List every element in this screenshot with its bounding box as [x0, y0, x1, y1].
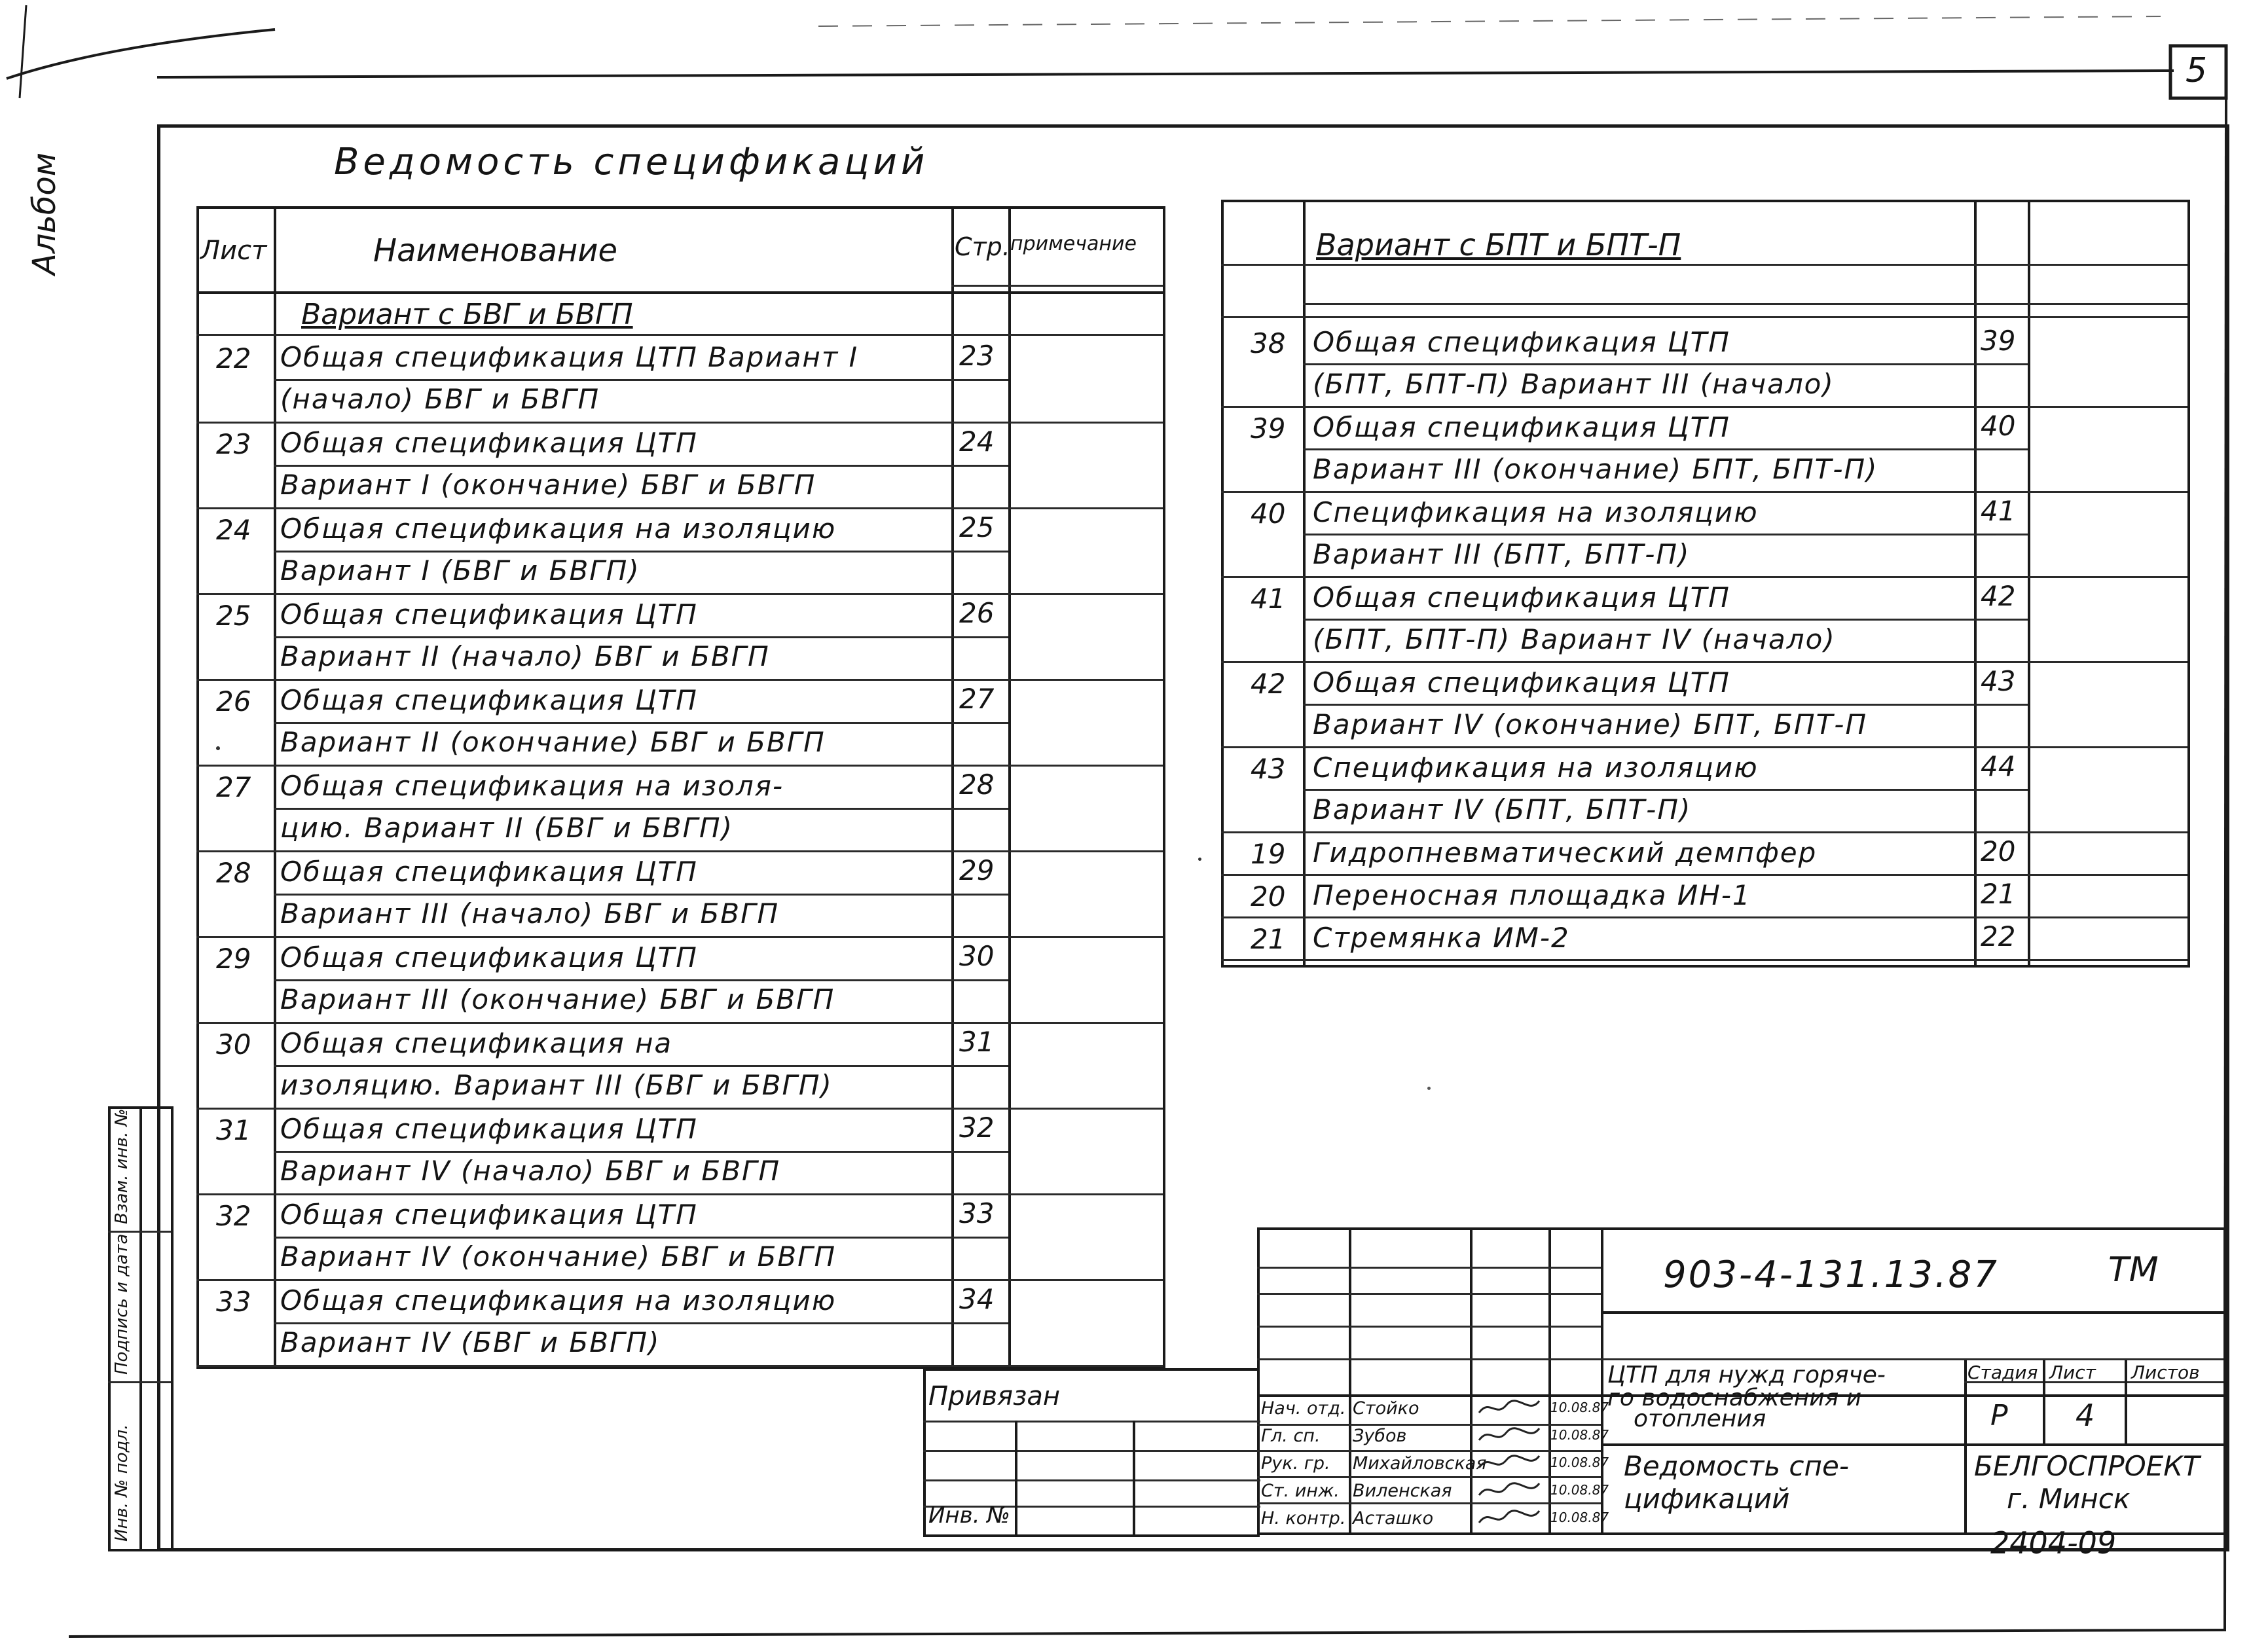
person-name: Михайловская — [1353, 1453, 1487, 1474]
row-name-line1: Общая спецификация на изоляцию — [280, 1284, 837, 1316]
row-name-line1: Спецификация на изоляцию — [1313, 496, 1759, 528]
row-name-line1: Общая спецификация на изоляцию — [280, 513, 837, 545]
row-sheet-number: 43 — [1251, 753, 1286, 785]
person-name: Виленская — [1353, 1481, 1452, 1501]
row-name-line1: Общая спецификация ЦТП — [280, 684, 698, 716]
side-stamp — [108, 1106, 174, 1551]
row-name-line2: Вариант IV (БВГ и БВГП) — [280, 1326, 661, 1358]
right-spec-table — [1221, 187, 2190, 979]
title-block — [1257, 1227, 2226, 1535]
row-name-line2: Вариант IV (окончание) БВГ и БВГП — [280, 1241, 837, 1273]
row-sheet-number: 21 — [1251, 923, 1286, 955]
row-sheet-number: 24 — [216, 514, 251, 546]
row-name-line2: (БПТ, БПТ-П) Вариант III (начало) — [1313, 368, 1835, 400]
section-title-bpt: Вариант с БПТ и БПТ-П — [1316, 227, 1681, 263]
row-sheet-number: 41 — [1251, 583, 1286, 615]
row-name-line2: Вариант III (окончание) БВГ и БВГП — [280, 983, 835, 1015]
row-sheet-number: 31 — [216, 1114, 251, 1146]
row-name-line2: (БПТ, БПТ-П) Вариант IV (начало) — [1313, 623, 1836, 655]
row-page-number: 28 — [959, 769, 995, 801]
row-name-line1: Общая спецификация ЦТП — [1313, 411, 1730, 443]
page-title: Ведомость спецификаций — [334, 141, 929, 183]
signature-mark — [1476, 1506, 1542, 1534]
person-role: Ст. инж. — [1261, 1481, 1340, 1501]
row-page-number: 33 — [959, 1197, 995, 1229]
scan-dot — [1198, 858, 1201, 861]
left-spec-table — [196, 206, 1165, 1368]
row-name-line1: Гидропневматический демпфер — [1313, 837, 1818, 869]
row-page-number: 34 — [959, 1283, 995, 1315]
page-number: 5 — [2186, 51, 2208, 90]
row-name-line1: Общая спецификация ЦТП — [280, 856, 698, 888]
section-title-bvg: Вариант с БВГ и БВГП — [301, 298, 633, 331]
person-role: Гл. сп. — [1261, 1426, 1321, 1446]
side-album-label: Альбом — [26, 153, 63, 275]
row-page-number: 40 — [1981, 410, 2016, 442]
row-name-line1: Спецификация на изоляцию — [1313, 752, 1759, 784]
row-page-number: 42 — [1981, 580, 2016, 612]
row-name-line2: Вариант I (БВГ и БВГП) — [280, 554, 640, 587]
designation: 903-4-131.13.87 — [1663, 1254, 1999, 1296]
row-sheet-number: 39 — [1251, 412, 1286, 444]
row-name-line2: (начало) БВГ и БВГП — [280, 383, 600, 415]
scan-dot — [1427, 1087, 1431, 1090]
row-page-number: 32 — [959, 1112, 995, 1144]
row-page-number: 30 — [959, 940, 995, 972]
row-sheet-number: 38 — [1251, 327, 1286, 359]
person-date: 10.08.87 — [1550, 1455, 1609, 1470]
row-name-line1: Общая спецификация ЦТП — [1313, 581, 1730, 613]
org-name: БЕЛГОСПРОЕКТ — [1974, 1450, 2200, 1482]
sheet-label: Лист — [2049, 1362, 2096, 1383]
row-page-number: 22 — [1981, 920, 2016, 952]
row-name-line1: Общая спецификация на изоля- — [280, 770, 784, 802]
header-page: Стр. — [955, 232, 1010, 261]
row-name-line1: Общая спецификация ЦТП — [280, 941, 698, 973]
row-sheet-number: 29 — [216, 943, 251, 975]
row-name-line1: Общая спецификация ЦТП Вариант I — [280, 341, 859, 373]
row-page-number: 25 — [959, 511, 995, 543]
row-sheet-number: 19 — [1251, 838, 1286, 870]
inv-no-label: Инв. № — [928, 1502, 1010, 1529]
privyazan-label: Привязан — [928, 1381, 1061, 1411]
person-name: Зубов — [1353, 1426, 1407, 1446]
row-name-line1: Переносная площадка ИН-1 — [1313, 879, 1751, 911]
row-sheet-number: 32 — [216, 1200, 251, 1232]
person-date: 10.08.87 — [1550, 1400, 1609, 1415]
row-name-line1: Общая спецификация ЦТП — [280, 1199, 698, 1231]
row-page-number: 21 — [1981, 878, 2016, 910]
person-date: 10.08.87 — [1550, 1510, 1609, 1525]
row-sheet-number: 20 — [1251, 880, 1286, 913]
row-sheet-number: 28 — [216, 857, 251, 889]
stage-label: Стадия — [1967, 1362, 2038, 1383]
row-sheet-number: 33 — [216, 1286, 251, 1318]
privyazan-block — [923, 1368, 1260, 1538]
row-name-line2: Вариант III (БПТ, БПТ-П) — [1313, 538, 1691, 570]
row-page-number: 39 — [1981, 325, 2016, 357]
row-name-line1: Общая спецификация ЦТП — [280, 598, 698, 630]
row-name-line2: Вариант III (начало) БВГ и БВГП — [280, 897, 780, 930]
scan-dot — [216, 746, 220, 750]
org-city: г. Минск — [2007, 1483, 2131, 1515]
row-name-line2: Вариант II (начало) БВГ и БВГП — [280, 640, 770, 672]
row-page-number: 31 — [959, 1026, 995, 1058]
row-sheet-number: 22 — [216, 342, 251, 374]
row-page-number: 43 — [1981, 665, 2016, 697]
row-page-number: 44 — [1981, 750, 2016, 782]
row-name-line1: Стремянка ИМ-2 — [1313, 922, 1570, 954]
sheet-value: 4 — [2076, 1398, 2095, 1433]
row-name-line2: Вариант II (окончание) БВГ и БВГП — [280, 726, 826, 758]
person-date: 10.08.87 — [1550, 1482, 1609, 1498]
row-name-line1: Общая спецификация ЦТП — [280, 427, 698, 459]
row-name-line1: Общая спецификация на — [280, 1027, 673, 1059]
signature-mark — [1476, 1423, 1542, 1452]
person-name: Стойко — [1353, 1398, 1419, 1419]
project-title-line3: отопления — [1634, 1405, 1766, 1432]
row-page-number: 26 — [959, 597, 995, 629]
row-name-line1: Общая спецификация ЦТП — [1313, 326, 1730, 358]
person-role: Рук. гр. — [1261, 1453, 1330, 1474]
person-role: Н. контр. — [1261, 1508, 1346, 1529]
row-sheet-number: 26 — [216, 685, 251, 717]
stage-value: Р — [1990, 1399, 2008, 1432]
project-title-line1: ЦТП для нужд горяче- — [1607, 1362, 1886, 1388]
row-page-number: 41 — [1981, 495, 2016, 527]
row-name-line2: изоляцию. Вариант III (БВГ и БВГП) — [280, 1069, 833, 1101]
row-page-number: 23 — [959, 340, 995, 372]
row-sheet-number: 42 — [1251, 668, 1286, 700]
row-sheet-number: 27 — [216, 771, 251, 803]
row-sheet-number: 30 — [216, 1028, 251, 1060]
row-name-line2: Вариант IV (БПТ, БПТ-П) — [1313, 793, 1692, 825]
project-title-line2: го водоснабжения и — [1607, 1385, 1862, 1411]
mark: ТМ — [2108, 1250, 2159, 1290]
header-note: примечание — [1010, 232, 1137, 255]
person-name: Асташко — [1353, 1508, 1434, 1529]
row-page-number: 20 — [1981, 835, 2016, 867]
sheets-label: Листов — [2131, 1362, 2200, 1383]
sheet-title-line2: цификаций — [1624, 1483, 1790, 1515]
row-name-line2: Вариант III (окончание) БПТ, БПТ-П) — [1313, 453, 1878, 485]
stamp-podpis: Подпись и дата — [112, 1233, 132, 1375]
signature-mark — [1476, 1396, 1542, 1424]
row-sheet-number: 23 — [216, 428, 251, 460]
header-sheet: Лист — [200, 236, 267, 266]
row-page-number: 27 — [959, 683, 995, 715]
person-date: 10.08.87 — [1550, 1427, 1609, 1443]
row-name-line2: Вариант IV (начало) БВГ и БВГП — [280, 1155, 781, 1187]
sheet-title-line1: Ведомость спе- — [1624, 1450, 1849, 1482]
header-name: Наименование — [373, 232, 618, 269]
archive-number: 2404-09 — [1990, 1525, 2117, 1561]
row-name-line2: цию. Вариант II (БВГ и БВГП) — [280, 812, 733, 844]
row-page-number: 24 — [959, 426, 995, 458]
row-name-line2: Вариант I (окончание) БВГ и БВГП — [280, 469, 816, 501]
row-sheet-number: 40 — [1251, 498, 1286, 530]
row-sheet-number: 25 — [216, 600, 251, 632]
stamp-vzam: Взам. инв. № — [112, 1108, 132, 1224]
signature-mark — [1476, 1451, 1542, 1479]
row-name-line1: Общая спецификация ЦТП — [280, 1113, 698, 1145]
signature-mark — [1476, 1478, 1542, 1507]
stamp-inv-podl: Инв. № подл. — [112, 1424, 132, 1542]
row-name-line1: Общая спецификация ЦТП — [1313, 666, 1730, 698]
row-page-number: 29 — [959, 854, 995, 886]
person-role: Нач. отд. — [1261, 1398, 1346, 1419]
row-name-line2: Вариант IV (окончание) БПТ, БПТ-П — [1313, 708, 1868, 740]
